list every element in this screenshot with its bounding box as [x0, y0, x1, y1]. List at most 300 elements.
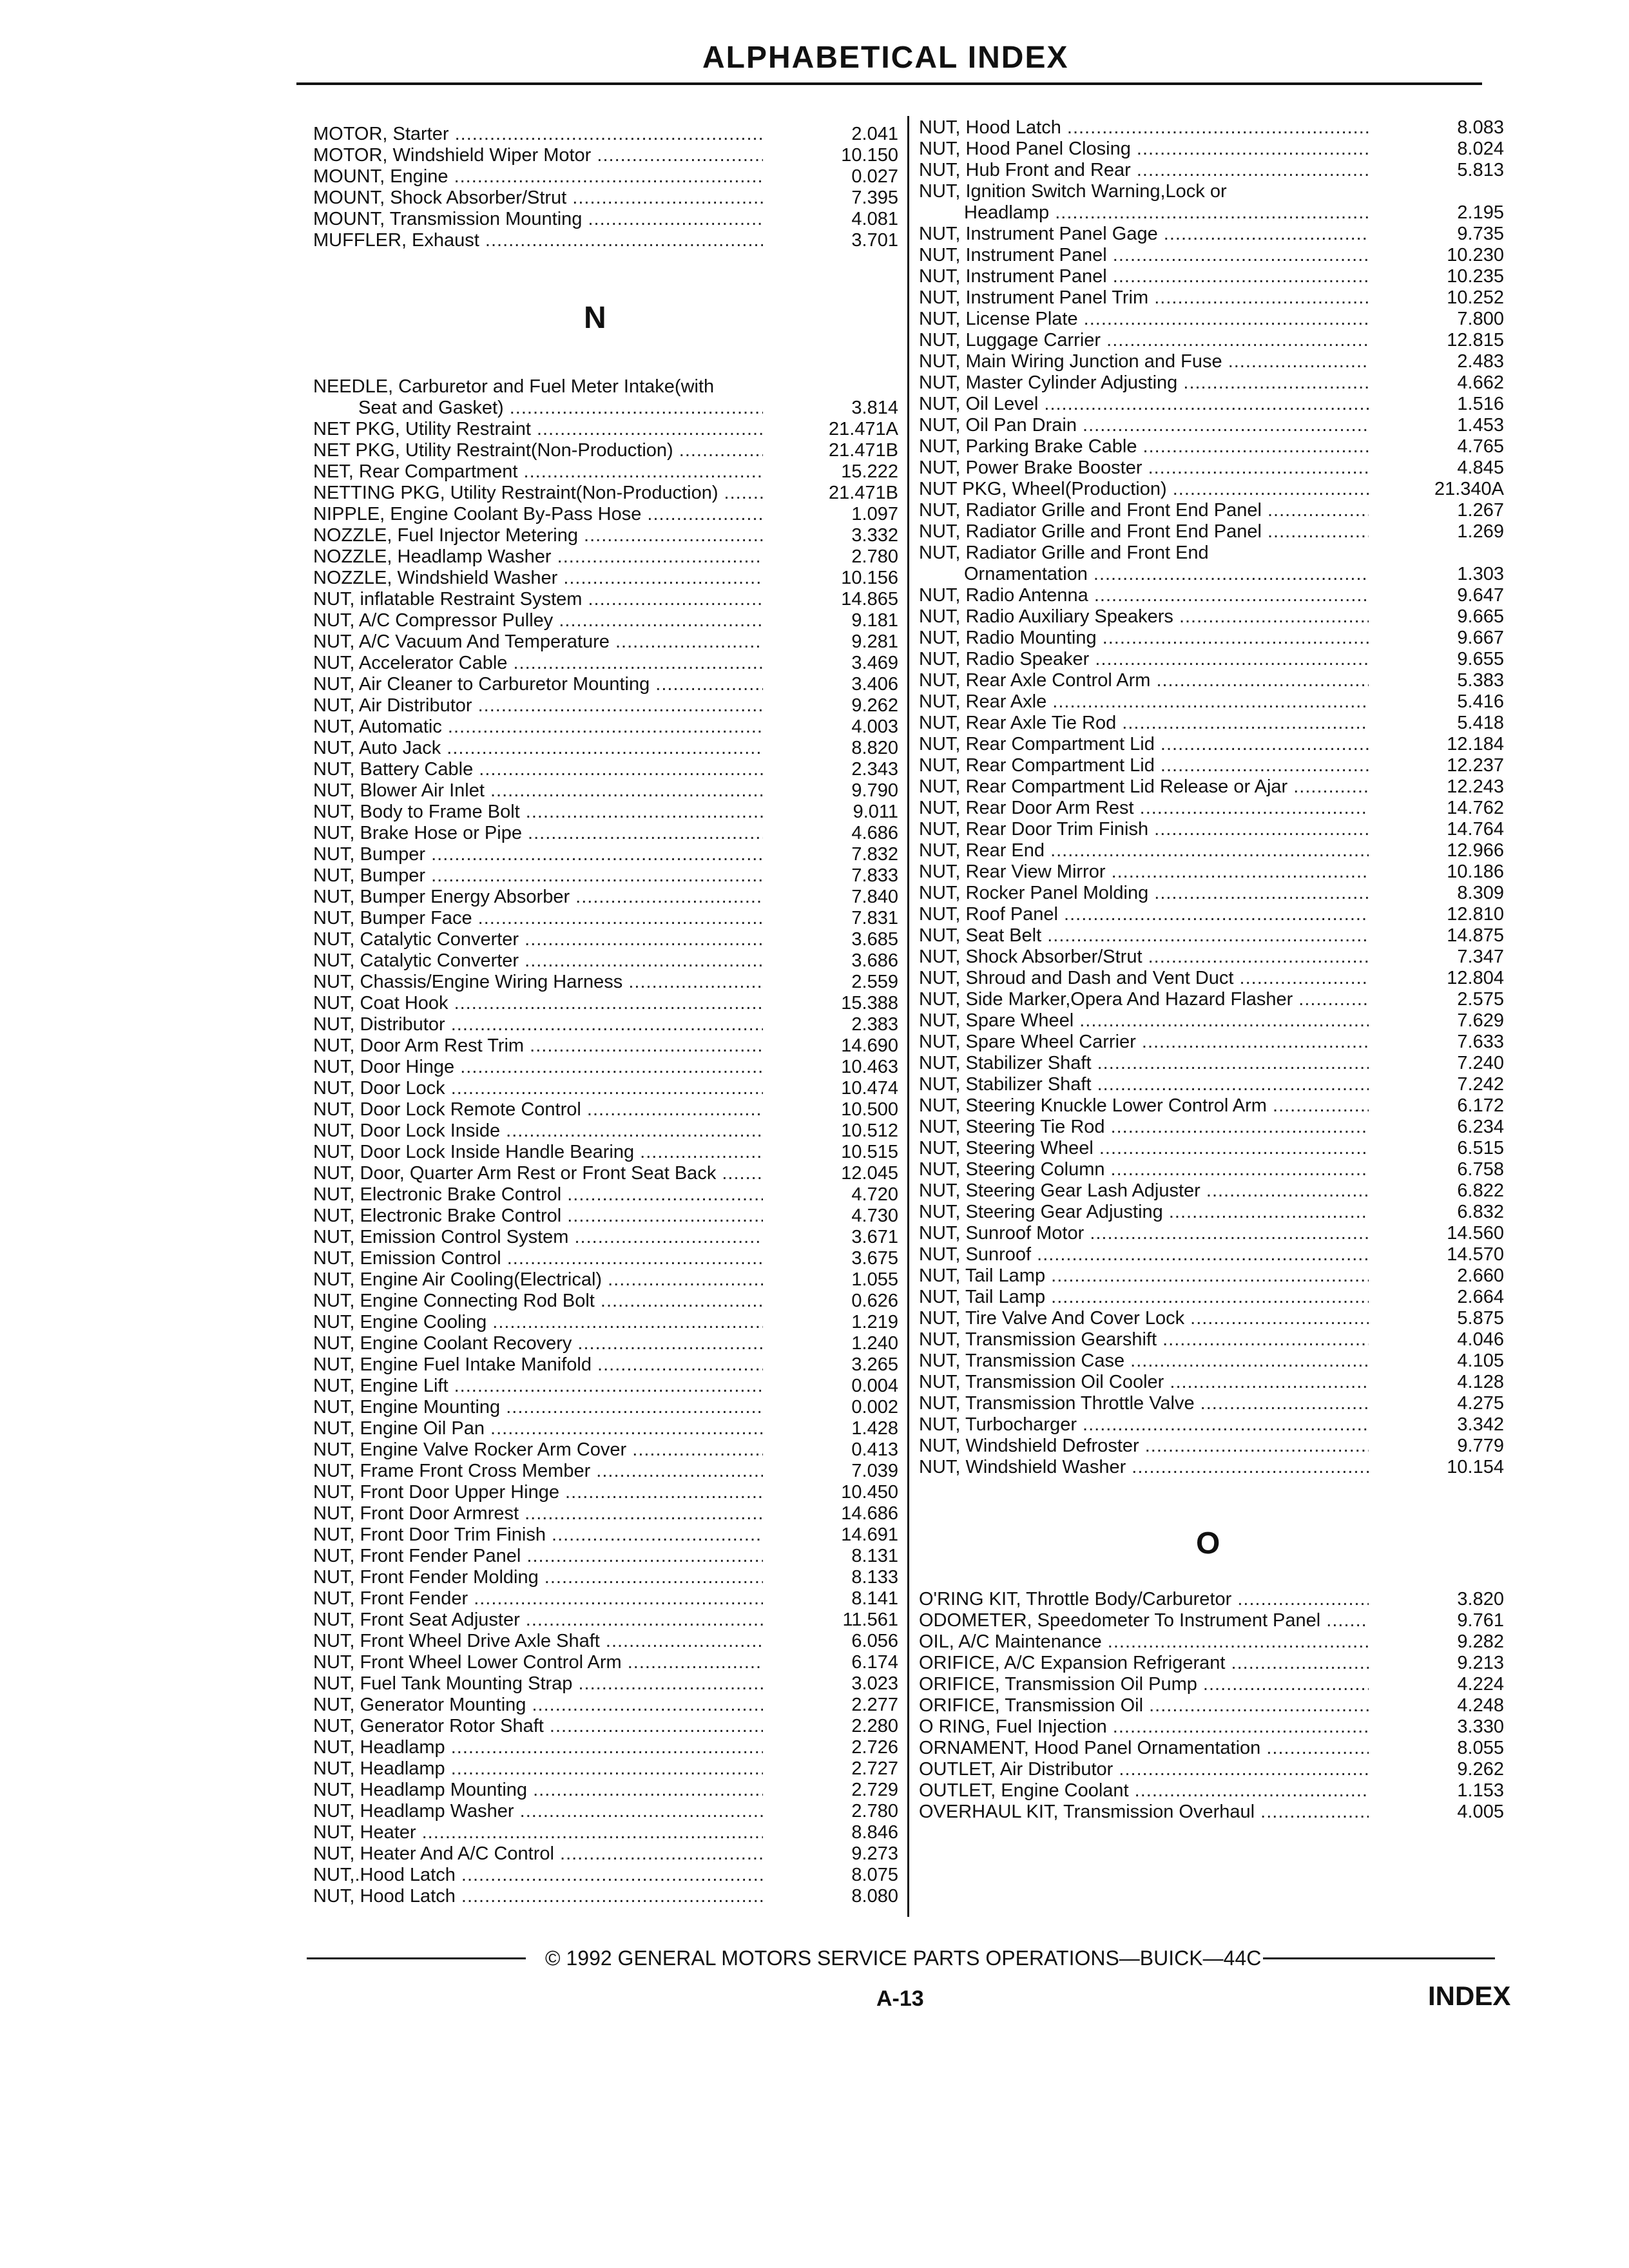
index-entry: [919, 266, 1504, 287]
entry-page-ref: 8.131: [851, 1546, 898, 1566]
entry-page-ref: 8.309: [1457, 883, 1504, 903]
entry-page-ref: 2.780: [851, 1801, 898, 1821]
entry-page-ref: 14.764: [1447, 819, 1504, 840]
entry-page-ref: 10.500: [841, 1099, 898, 1120]
index-entry: [313, 1886, 898, 1907]
entry-page-ref: 3.342: [1457, 1414, 1504, 1435]
entry-name: NOZZLE, Headlamp Washer .....: [313, 546, 763, 568]
entry-page-ref: 10.450: [841, 1482, 898, 1503]
entry-name: NUT, Bumper Energy Absorber .....: [313, 887, 763, 908]
entry-page-ref: 4.081: [851, 209, 898, 229]
index-entry: [919, 394, 1504, 415]
entry-name: NET, Rear Compartment .....: [313, 461, 763, 483]
entry-name: NOZZLE, Fuel Injector Metering .....: [313, 525, 763, 546]
index-entry: [313, 1376, 898, 1397]
index-entry: [919, 798, 1504, 819]
index-entry: [919, 521, 1504, 543]
entry-name: NUT, Engine Air Cooling(Electrical) .....: [313, 1269, 763, 1291]
entry-page-ref: 8.024: [1457, 139, 1504, 159]
entry-name: NUT, Rear Axle Control Arm .....: [919, 670, 1369, 691]
index-entry: [919, 840, 1504, 861]
entry-page-ref: 7.832: [851, 844, 898, 865]
entry-page-ref: 2.383: [851, 1014, 898, 1035]
entry-name: NUT, Generator Mounting .....: [313, 1695, 763, 1716]
entry-page-ref: 9.262: [1457, 1759, 1504, 1780]
entry-name: NUT, Bumper .....: [313, 865, 763, 887]
index-entry: [919, 1180, 1504, 1202]
entry-name: NUT, Sunroof Motor .....: [919, 1223, 1369, 1244]
entry-name: NUT, Engine Coolant Recovery .....: [313, 1333, 763, 1354]
entry-name: NUT, Front Door Trim Finish .....: [313, 1524, 763, 1546]
entry-page-ref: 8.055: [1457, 1738, 1504, 1758]
index-entry: [313, 546, 898, 568]
entry-name: NOZZLE, Windshield Washer .....: [313, 568, 763, 589]
entry-name: NUT, Main Wiring Junction and Fuse .....: [919, 351, 1369, 372]
footer-rule-right: [1263, 1957, 1495, 1959]
entry-name: NUT, Bumper .....: [313, 844, 763, 865]
entry-page-ref: 4.845: [1457, 457, 1504, 478]
index-entry: [313, 209, 898, 230]
index-entry: [313, 1418, 898, 1439]
entry-page-ref: 2.726: [851, 1737, 898, 1758]
index-entry: [919, 1202, 1504, 1223]
index-entry: [313, 1546, 898, 1567]
index-entry: [919, 457, 1504, 479]
entry-name: NUT, Instrument Panel Trim .....: [919, 287, 1369, 309]
entry-page-ref: 7.633: [1457, 1032, 1504, 1052]
index-entry: [313, 865, 898, 887]
entry-name: NUT, Rear View Mirror .....: [919, 861, 1369, 883]
entry-page-ref: 9.647: [1457, 585, 1504, 606]
index-entry: [919, 1032, 1504, 1053]
entry-page-ref: 2.343: [851, 759, 898, 780]
entry-page-ref: 10.230: [1447, 245, 1504, 265]
entry-name: NUT, Stabilizer Shaft .....: [919, 1074, 1369, 1095]
entry-name: NUT, A/C Compressor Pulley .....: [313, 610, 763, 631]
entry-name: NUT, Automatic .....: [313, 716, 763, 738]
entry-name: NUT, Transmission Gearshift .....: [919, 1329, 1369, 1350]
index-entry: [313, 950, 898, 972]
index-entry: [313, 610, 898, 631]
index-entry: [313, 1099, 898, 1120]
index-entry: [313, 759, 898, 780]
entry-page-ref: 10.235: [1447, 266, 1504, 287]
index-entry: [313, 1461, 898, 1482]
entry-page-ref: 1.153: [1457, 1780, 1504, 1801]
entry-page-ref: 0.626: [851, 1291, 898, 1311]
entry-name: NUT, Hood Panel Closing .....: [919, 139, 1369, 160]
entry-page-ref: 2.483: [1457, 351, 1504, 372]
entry-page-ref: 7.242: [1457, 1074, 1504, 1095]
index-entry: [919, 1610, 1504, 1631]
entry-page-ref: 15.388: [841, 993, 898, 1014]
index-entry: [919, 1350, 1504, 1372]
index-entry: [919, 139, 1504, 160]
entry-name: NUT, Heater .....: [313, 1822, 763, 1843]
entry-name: NUT, Door Hinge .....: [313, 1057, 763, 1078]
index-entry: [919, 776, 1504, 798]
entry-name: NUT, Hood Latch .....: [313, 1886, 763, 1907]
entry-list-n-right: [919, 117, 1504, 1478]
entry-page-ref: 21.471B: [828, 483, 898, 503]
entry-page-ref: 0.027: [851, 166, 898, 187]
entry-name: NUT, Roof Panel .....: [919, 904, 1369, 925]
left-column: [313, 124, 898, 1907]
entry-page-ref: 12.966: [1447, 840, 1504, 861]
index-entry: [313, 1482, 898, 1503]
section-letter-n: N: [584, 301, 606, 335]
index-entry: [313, 1503, 898, 1524]
index-entry: [313, 653, 898, 674]
index-entry: [313, 674, 898, 695]
entry-name: NUT, Engine Mounting .....: [313, 1397, 763, 1418]
entry-name: NUT, A/C Vacuum And Temperature .....: [313, 631, 763, 653]
entry-name: NUT, Front Wheel Lower Control Arm .....: [313, 1652, 763, 1673]
entry-name: OIL, A/C Maintenance .....: [919, 1631, 1369, 1653]
index-entry: [919, 1393, 1504, 1414]
index-entry: [313, 993, 898, 1014]
entry-page-ref: 3.814: [851, 398, 898, 418]
entry-page-ref: 4.003: [851, 716, 898, 737]
entry-name: NUT, Ignition Switch Warning,Lock or: [919, 181, 1227, 202]
entry-name: NUT, Front Fender Molding .....: [313, 1567, 763, 1588]
entry-name: NUT, Door, Quarter Arm Rest or Front Seat Back .....: [313, 1163, 763, 1184]
index-entry: [919, 1695, 1504, 1716]
entry-name: NUT, Rear End .....: [919, 840, 1369, 861]
index-entry: [919, 819, 1504, 840]
entry-name: NEEDLE, Carburetor and Fuel Meter Intake(with: [313, 376, 715, 397]
entry-page-ref: 5.418: [1457, 713, 1504, 733]
index-entry: [313, 1333, 898, 1354]
index-entry: [919, 287, 1504, 309]
entry-page-ref: 5.383: [1457, 670, 1504, 691]
index-entry: [313, 1610, 898, 1631]
index-entry: [919, 1759, 1504, 1780]
index-entry: [313, 440, 898, 461]
index-entry: [313, 376, 898, 398]
index-entry: [313, 1865, 898, 1886]
entry-name: NUT, Power Brake Booster .....: [919, 457, 1369, 479]
entry-page-ref: 0.413: [851, 1439, 898, 1460]
entry-page-ref: 4.128: [1457, 1372, 1504, 1392]
entry-name: Headlamp .....: [919, 202, 1369, 224]
entry-page-ref: 6.174: [851, 1652, 898, 1673]
index-entry: [313, 1588, 898, 1610]
entry-name: NUT, Door Lock Inside Handle Bearing .....: [313, 1142, 763, 1163]
entry-name: NETTING PKG, Utility Restraint(Non-Production) .....: [313, 483, 763, 504]
entry-name: NUT, Radio Auxiliary Speakers .....: [919, 606, 1369, 628]
entry-name: NUT, Auto Jack .....: [313, 738, 763, 759]
index-entry: [919, 1457, 1504, 1478]
entry-page-ref: 2.780: [851, 546, 898, 567]
entry-name: NET PKG, Utility Restraint(Non-Production) .....: [313, 440, 763, 461]
index-entry: [313, 187, 898, 209]
entry-name: NUT, Tail Lamp .....: [919, 1287, 1369, 1308]
index-entry: [313, 461, 898, 483]
index-entry: [919, 1436, 1504, 1457]
entry-name: NUT, Rear Compartment Lid .....: [919, 755, 1369, 776]
entry-name: NUT, Catalytic Converter .....: [313, 929, 763, 950]
entry-page-ref: 10.512: [841, 1120, 898, 1141]
entry-name: NUT, Rear Compartment Lid Release or Ajar .....: [919, 776, 1369, 798]
entry-page-ref: 2.195: [1457, 202, 1504, 223]
page-number: A-13: [876, 1986, 924, 2011]
entry-name: MUFFLER, Exhaust .....: [313, 230, 763, 251]
index-entry: [919, 1414, 1504, 1436]
index-entry: [313, 1184, 898, 1206]
entry-page-ref: 14.875: [1447, 925, 1504, 946]
entry-name: NUT, Sunroof .....: [919, 1244, 1369, 1265]
entry-page-ref: 15.222: [841, 461, 898, 482]
entry-name: NUT, Engine Lift .....: [313, 1376, 763, 1397]
entry-page-ref: 1.428: [851, 1418, 898, 1439]
entry-page-ref: 10.463: [841, 1057, 898, 1077]
entry-name: NUT, Hood Latch .....: [919, 117, 1369, 139]
entry-page-ref: 1.269: [1457, 521, 1504, 542]
entry-name: NUT, Air Distributor .....: [313, 695, 763, 716]
entry-name: NUT, Emission Control System .....: [313, 1227, 763, 1248]
index-entry: [313, 695, 898, 716]
entry-page-ref: 5.416: [1457, 691, 1504, 712]
entry-page-ref: 7.629: [1457, 1010, 1504, 1031]
entry-page-ref: 8.080: [851, 1886, 898, 1907]
entry-name: NUT, Headlamp .....: [313, 1758, 763, 1780]
entry-name: NUT, Rear Compartment Lid .....: [919, 734, 1369, 755]
entry-page-ref: 9.779: [1457, 1436, 1504, 1456]
index-entry: [919, 1265, 1504, 1287]
index-entry: [919, 1674, 1504, 1695]
entry-name: NUT, Brake Hose or Pipe .....: [313, 823, 763, 844]
entry-name: NUT, Body to Frame Bolt .....: [313, 802, 763, 823]
entry-name: NUT, Steering Wheel .....: [919, 1138, 1369, 1159]
entry-name: ORIFICE, Transmission Oil .....: [919, 1695, 1369, 1716]
entry-page-ref: 9.011: [853, 802, 898, 822]
entry-page-ref: 7.833: [851, 865, 898, 886]
index-entry: [313, 1291, 898, 1312]
entry-name: NUT, Shroud and Dash and Vent Duct .....: [919, 968, 1369, 989]
index-entry: [919, 1716, 1504, 1738]
entry-name: NUT, Frame Front Cross Member .....: [313, 1461, 763, 1482]
index-entry: [919, 479, 1504, 500]
index-entry: [919, 564, 1504, 585]
entry-name: NUT, Radiator Grille and Front End Panel .....: [919, 521, 1369, 543]
entry-name: ORIFICE, A/C Expansion Refrigerant .....: [919, 1653, 1369, 1674]
entry-page-ref: 2.729: [851, 1780, 898, 1800]
entry-name: NUT, Rear Door Trim Finish .....: [919, 819, 1369, 840]
entry-page-ref: 9.273: [851, 1843, 898, 1864]
entry-page-ref: 2.664: [1457, 1287, 1504, 1307]
entry-name: NUT, Chassis/Engine Wiring Harness .....: [313, 972, 763, 993]
entry-name: NUT, Blower Air Inlet .....: [313, 780, 763, 802]
index-entry: [313, 1652, 898, 1673]
entry-page-ref: 10.515: [841, 1142, 898, 1162]
title-rule: [296, 82, 1482, 85]
index-entry: [313, 1397, 898, 1418]
entry-page-ref: 1.055: [851, 1269, 898, 1290]
index-entry: [919, 1074, 1504, 1095]
index-entry: [313, 1567, 898, 1588]
entry-name: NIPPLE, Engine Coolant By-Pass Hose .....: [313, 504, 763, 525]
entry-page-ref: 3.265: [851, 1354, 898, 1375]
entry-page-ref: 1.453: [1457, 415, 1504, 436]
entry-name: NUT, Tire Valve And Cover Lock .....: [919, 1308, 1369, 1329]
entry-page-ref: 7.240: [1457, 1053, 1504, 1073]
entry-name: O'RING KIT, Throttle Body/Carburetor .....: [919, 1589, 1369, 1610]
entry-name: NUT, Door Lock .....: [313, 1078, 763, 1099]
entry-name: NUT, Windshield Washer .....: [919, 1457, 1369, 1478]
right-column: [919, 117, 1504, 1822]
index-entry: [313, 1057, 898, 1078]
index-entry: [919, 1138, 1504, 1159]
entry-page-ref: 4.662: [1457, 372, 1504, 393]
entry-page-ref: 3.023: [851, 1673, 898, 1694]
entry-name: NUT, Engine Fuel Intake Manifold .....: [313, 1354, 763, 1376]
entry-name: NUT, Hub Front and Rear .....: [919, 160, 1369, 181]
entry-name: NUT, Rear Door Arm Rest .....: [919, 798, 1369, 819]
index-entry: [313, 166, 898, 187]
entry-page-ref: 3.675: [851, 1248, 898, 1269]
entry-name: NUT, Shock Absorber/Strut .....: [919, 947, 1369, 968]
entry-page-ref: 10.474: [841, 1078, 898, 1099]
entry-page-ref: 4.105: [1457, 1350, 1504, 1371]
entry-name: OUTLET, Engine Coolant .....: [919, 1780, 1369, 1802]
index-entry: [919, 224, 1504, 245]
entry-page-ref: 2.280: [851, 1716, 898, 1736]
entry-name: NUT, Front Door Armrest .....: [313, 1503, 763, 1524]
entry-page-ref: 3.701: [851, 230, 898, 251]
index-entry: [313, 1758, 898, 1780]
index-entry: [313, 844, 898, 865]
entry-name: NUT, Distributor .....: [313, 1014, 763, 1035]
entry-page-ref: 12.804: [1447, 968, 1504, 988]
index-entry: [313, 483, 898, 504]
index-entry: [313, 972, 898, 993]
entry-page-ref: 6.758: [1457, 1159, 1504, 1180]
entry-page-ref: 8.141: [851, 1588, 898, 1609]
entry-page-ref: 9.281: [851, 631, 898, 652]
entry-page-ref: 7.831: [851, 908, 898, 928]
index-entry: [919, 436, 1504, 457]
entry-page-ref: 3.469: [851, 653, 898, 673]
entry-name: NUT, License Plate .....: [919, 309, 1369, 330]
index-entry: [313, 738, 898, 759]
entry-page-ref: 14.691: [841, 1524, 898, 1545]
index-entry: [919, 670, 1504, 691]
entry-page-ref: 1.267: [1457, 500, 1504, 521]
entry-page-ref: 14.686: [841, 1503, 898, 1524]
entry-name: NUT, Seat Belt .....: [919, 925, 1369, 947]
index-entry: [313, 419, 898, 440]
entry-name: NUT, Generator Rotor Shaft .....: [313, 1716, 763, 1737]
index-entry: [919, 1308, 1504, 1329]
index-entry: [919, 1010, 1504, 1032]
index-entry: [313, 398, 898, 419]
entry-name: ODOMETER, Speedometer To Instrument Panel .....: [919, 1610, 1369, 1631]
entry-page-ref: 4.224: [1457, 1674, 1504, 1695]
entry-page-ref: 4.275: [1457, 1393, 1504, 1414]
index-entry: [313, 1354, 898, 1376]
entry-page-ref: 8.075: [851, 1865, 898, 1885]
entry-page-ref: 9.262: [851, 695, 898, 716]
entry-name: NUT PKG, Wheel(Production) .....: [919, 479, 1369, 500]
entry-page-ref: 2.041: [851, 124, 898, 144]
entry-name: NUT, Door Lock Remote Control .....: [313, 1099, 763, 1120]
index-entry: [919, 372, 1504, 394]
index-entry: [919, 628, 1504, 649]
footer-copyright: © 1992 GENERAL MOTORS SERVICE PARTS OPERATIONS—BUICK—44C: [545, 1946, 1262, 1970]
index-entry: [919, 1589, 1504, 1610]
index-entry: [919, 543, 1504, 564]
index-entry: [919, 160, 1504, 181]
index-entry: [313, 230, 898, 251]
index-entry: [313, 1227, 898, 1248]
entry-page-ref: 14.690: [841, 1035, 898, 1056]
index-entry: [919, 989, 1504, 1010]
entry-page-ref: 12.184: [1447, 734, 1504, 754]
entry-page-ref: 7.800: [1457, 309, 1504, 329]
entry-page-ref: 3.406: [851, 674, 898, 695]
entry-page-ref: 6.515: [1457, 1138, 1504, 1158]
index-entry: [919, 883, 1504, 904]
entry-page-ref: 12.243: [1447, 776, 1504, 797]
index-entry: [919, 1223, 1504, 1244]
entry-name: ORIFICE, Transmission Oil Pump .....: [919, 1674, 1369, 1695]
entry-page-ref: 7.395: [851, 187, 898, 208]
entry-name: NUT, Windshield Defroster .....: [919, 1436, 1369, 1457]
entry-name: Seat and Gasket) .....: [313, 398, 763, 419]
entry-name: NUT, Electronic Brake Control .....: [313, 1184, 763, 1206]
entry-page-ref: 7.039: [851, 1461, 898, 1481]
index-label: INDEX: [1428, 1981, 1511, 2011]
entry-page-ref: 10.150: [841, 145, 898, 166]
index-entry: [919, 1117, 1504, 1138]
entry-name: Ornamentation .....: [919, 564, 1369, 585]
column-divider: [907, 116, 909, 1917]
index-entry: [919, 330, 1504, 351]
index-entry: [313, 1780, 898, 1801]
entry-name: NUT, Turbocharger .....: [919, 1414, 1369, 1436]
index-entry: [919, 947, 1504, 968]
entry-name: NUT, Emission Control .....: [313, 1248, 763, 1269]
entry-name: MOUNT, Transmission Mounting .....: [313, 209, 763, 230]
index-entry: [313, 124, 898, 145]
entry-page-ref: 10.252: [1447, 287, 1504, 308]
entry-page-ref: 3.671: [851, 1227, 898, 1247]
entry-name: NUT, Oil Pan Drain .....: [919, 415, 1369, 436]
entry-name: NUT, Radio Speaker .....: [919, 649, 1369, 670]
index-entry: [313, 1695, 898, 1716]
entry-name: NUT, Spare Wheel Carrier .....: [919, 1032, 1369, 1053]
entry-name: OUTLET, Air Distributor .....: [919, 1759, 1369, 1780]
entry-name: NUT, Spare Wheel .....: [919, 1010, 1369, 1032]
entry-page-ref: 1.303: [1457, 564, 1504, 584]
entry-name: NUT, Steering Gear Lash Adjuster .....: [919, 1180, 1369, 1202]
entry-name: NUT, Fuel Tank Mounting Strap .....: [313, 1673, 763, 1695]
entry-name: NET PKG, Utility Restraint .....: [313, 419, 763, 440]
entry-name: NUT, Side Marker,Opera And Hazard Flasher .....: [919, 989, 1369, 1010]
entry-page-ref: 9.213: [1457, 1653, 1504, 1673]
index-entry: [313, 1737, 898, 1758]
entry-page-ref: 9.761: [1457, 1610, 1504, 1631]
entry-page-ref: 9.735: [1457, 224, 1504, 244]
entry-page-ref: 7.347: [1457, 947, 1504, 967]
entry-name: NUT, inflatable Restraint System .....: [313, 589, 763, 610]
entry-page-ref: 2.559: [851, 972, 898, 992]
entry-name: MOTOR, Starter .....: [313, 124, 763, 145]
index-entry: [919, 713, 1504, 734]
entry-name: NUT, Door Lock Inside .....: [313, 1120, 763, 1142]
entry-name: NUT, Engine Cooling .....: [313, 1312, 763, 1333]
